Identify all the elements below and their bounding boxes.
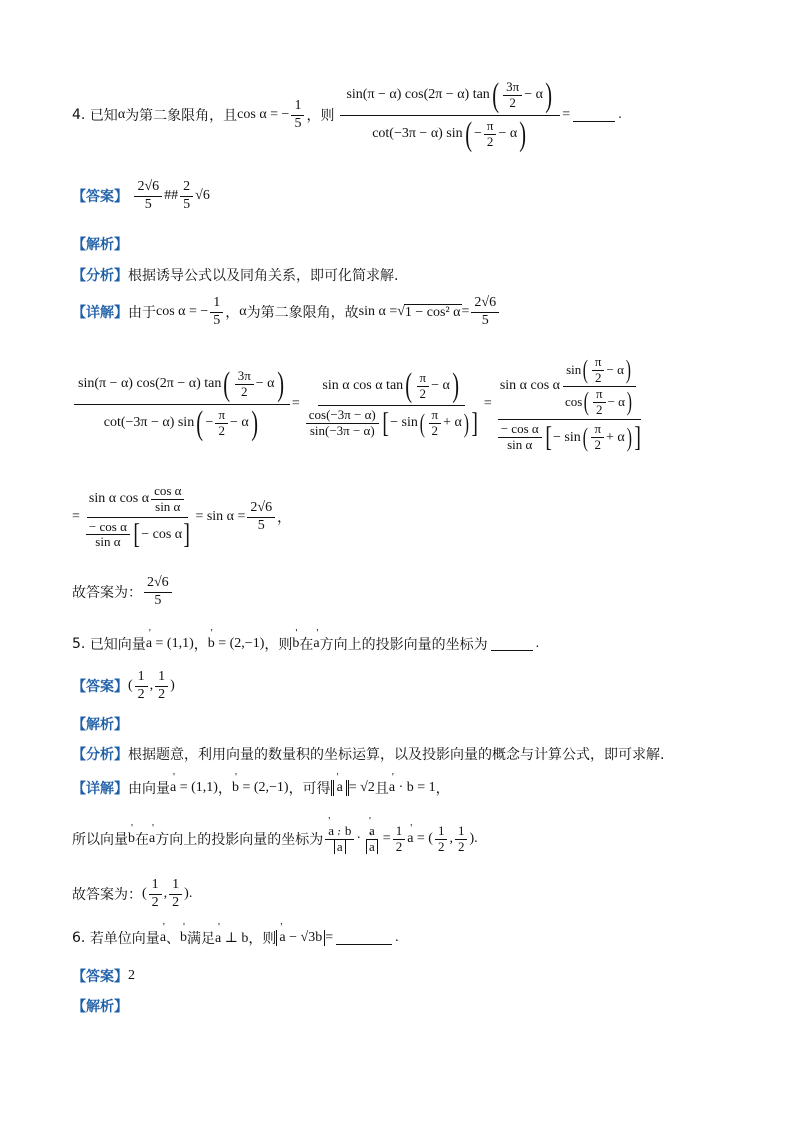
xiangjie-line: 【详解】 由于 cos α = − $\frac{1}{5}$ ， α 为第二象限角，故 sin α = √ 1 − cos² α = $\frac{2√6}{5}$ bbox=[72, 292, 501, 332]
derivation-line-1: sin(π − α) cos(2π − α) tan ( $\frac{3\pi}{2}$ − α ) cot(−3π − α) sin ( − $\frac{\pi}{2}$ − α ) = sin α cos α tan ( $\frac{\pi}{2}$ − α ) $\frac{\cos(-3\pi - \alpha)}{\sin(-3\pi - \alpha)}$ [ − sin ( $\frac{\pi}{2}$ + α ) ] = sin α cos α sin ( $\frac{\pi}{2}$ − α ) cos ( $\frac{\pi}{2}$ − α ) $\frac{\text{− cos α}}{\text{sin α}}$ [ − sin ( $\frac{\pi}{2}$ + α ) ] bbox=[72, 340, 647, 468]
answer-4: 【答案】 $\frac{2√6}{5}$ ## $\frac{2}{5}$ √6 bbox=[72, 179, 210, 212]
analysis-heading-5: 【解析】 bbox=[72, 717, 128, 733]
fenxi-line-5: 【分析】 根据题意，利用向量的数量积的坐标运算，以及投影向量的概念与计算公式，即可求解. bbox=[72, 747, 665, 763]
derivation-line-2: = sin α cos α $\frac{\text{cos α}}{\text{sin α}}$ $\frac{\text{− cos α}}{\text{sin α}}$ [ − cos α ] = sin α = $\frac{2√6}{5}$ ， bbox=[72, 482, 292, 550]
main-expression: sin(π − α) cos(2π − α) tan ( $\frac{3\pi}{2}$ − α ) cot(−3π − α) sin ( − $\frac{\pi}{2}$ − α ) bbox=[340, 79, 560, 152]
final-answer-4: 故答案为： $\frac{2√6}{5}$ bbox=[72, 570, 174, 614]
fraction: $\frac{1}{5}$ bbox=[291, 98, 304, 131]
answer-blank bbox=[336, 932, 392, 945]
projection-line: 所以向量 ' b 在 ' a 方向上的投影向量的坐标为 ' a · b ' a · ' a ' a = $\frac{1}{2}$ ' a = ( $\frac{1}{2}$ , $\frac{1}{2}$ ). bbox=[72, 808, 478, 870]
question-6: 6. 若单位向量 ' a 、 ' b 满足 ' a ⊥ b ，则 ' a − √3b = . bbox=[72, 928, 399, 948]
question-number: 4. bbox=[72, 107, 86, 123]
analysis-heading: 【解析】 bbox=[72, 237, 128, 253]
xiangjie-line-5: 【详解】 由向量 ' a = (1,1) ， ' b = (2,−1) ，可得 ' a = √2 且 ' a · b = 1 ， bbox=[72, 778, 450, 798]
final-answer-5: 故答案为： ( $\frac{1}{2}$ , $\frac{1}{2}$ ). bbox=[72, 877, 193, 910]
analysis-heading-6: 【解析】 bbox=[72, 999, 128, 1015]
answer-tag: 【答案】 bbox=[72, 189, 128, 205]
answer-blank bbox=[573, 109, 615, 122]
fenxi-line: 【分析】 根据诱导公式以及同角关系，即可化简求解. bbox=[72, 268, 399, 284]
answer-blank bbox=[491, 638, 533, 651]
question-5: 5. 已知向量 ' a = (1,1) ， ' b = (2,−1) ，则 ' b 在 ' a 方向上的投影向量的坐标为 . bbox=[72, 634, 539, 654]
answer-6: 【答案】 2 bbox=[72, 968, 135, 985]
question-4: 4. 已知 α 为第二象限角，且 cos α = − $\frac{1}{5}$ ，则 sin(π − α) cos(2π − α) tan ( $\frac{3\pi}{2}$ − α ) cot(−3π − α) sin ( − $\frac{\pi}{2}$ − α ) = . bbox=[72, 76, 622, 153]
answer-5: 【答案】 ( $\frac{1}{2}$ , $\frac{1}{2}$ ) bbox=[72, 669, 175, 702]
